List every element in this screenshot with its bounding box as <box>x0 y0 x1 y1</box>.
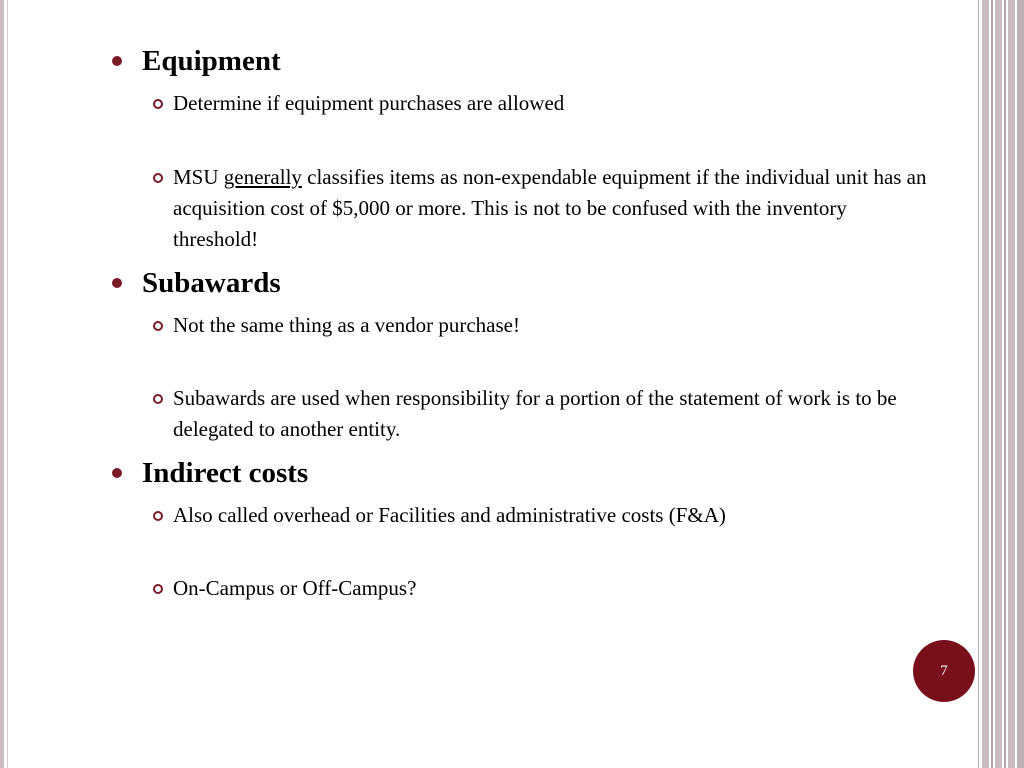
heading-indirect-costs: Indirect costs <box>142 457 309 489</box>
ring-bullet-icon <box>153 99 163 109</box>
sub-bullet-text: Subawards are used when responsibility for a portion of the statement of work is to be delegated to another entity. <box>173 386 897 441</box>
decor-stripe <box>995 0 1002 768</box>
bullet-dot-icon <box>112 278 122 288</box>
text-run: classifies items as non-expendable equipment if the individual unit has an acquisition cost of $5,000 or more. This is not to be confused with the inventory threshold! <box>173 165 927 251</box>
ring-bullet-icon <box>153 511 163 521</box>
right-edge-stripes <box>978 0 1024 768</box>
sub-bullet-text: Determine if equipment purchases are allowed <box>173 91 565 115</box>
decor-stripe <box>978 0 979 768</box>
sub-bullet <box>153 88 928 119</box>
sub-bullet-text: On-Campus or Off-Campus? <box>173 576 417 600</box>
sub-bullet <box>153 162 928 255</box>
decor-stripe <box>1004 0 1006 768</box>
sub-bullet <box>153 573 928 604</box>
decor-stripe <box>982 0 989 768</box>
text-run: MSU <box>173 165 224 189</box>
page-number-badge: 7 <box>913 640 975 702</box>
sub-bullet-text: Also called overhead or Facilities and administrative costs (F&A) <box>173 503 726 527</box>
ring-bullet-icon <box>153 321 163 331</box>
sub-bullet <box>153 310 928 341</box>
heading-subawards: Subawards <box>142 267 281 299</box>
bullet-dot-icon <box>112 56 122 66</box>
ring-bullet-icon <box>153 394 163 404</box>
decor-stripe <box>1017 0 1024 768</box>
decor-stripe <box>1008 0 1015 768</box>
sub-bullet <box>153 383 928 445</box>
bullet-dot-icon <box>112 468 122 478</box>
heading-equipment: Equipment <box>142 45 281 77</box>
underlined-word: generally <box>223 165 302 189</box>
sub-bullet <box>153 500 928 531</box>
sub-bullet-text <box>173 162 928 255</box>
ring-bullet-icon <box>153 584 163 594</box>
ring-bullet-icon <box>153 173 163 183</box>
sub-bullet-text: Not the same thing as a vendor purchase! <box>173 313 520 337</box>
decor-stripe <box>991 0 993 768</box>
